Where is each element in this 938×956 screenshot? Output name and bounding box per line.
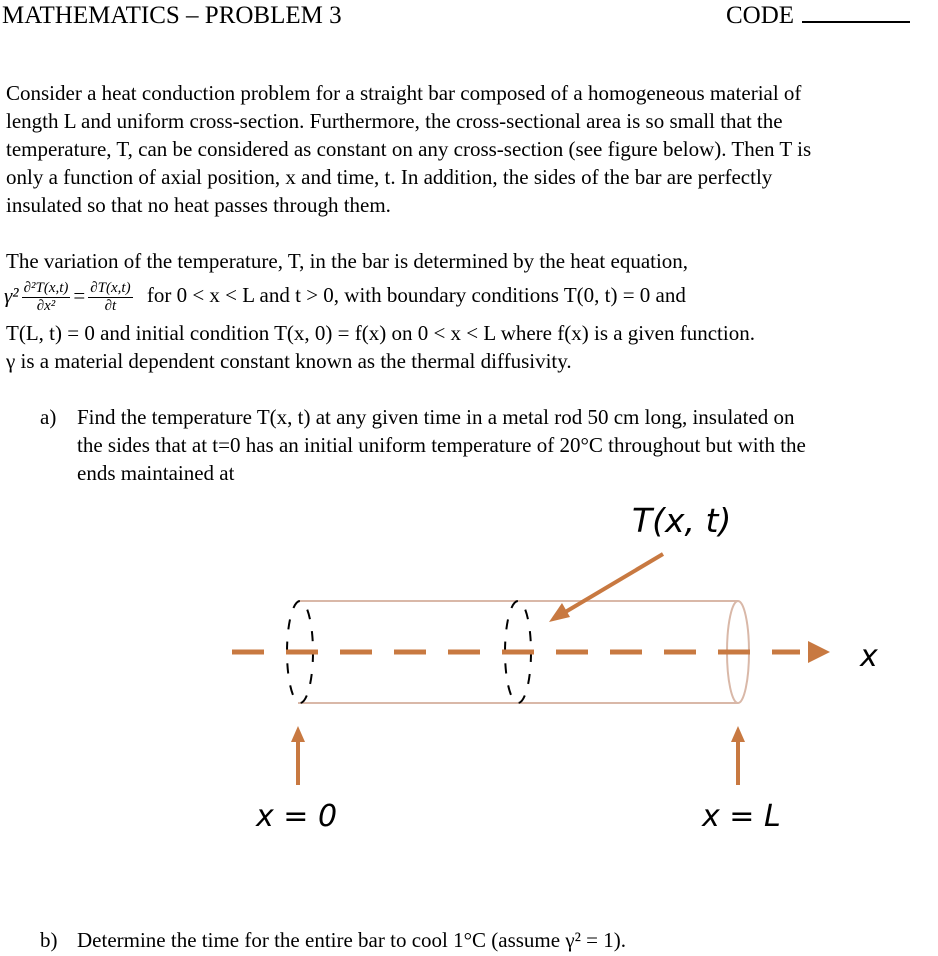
intro-line-1: Consider a heat conduction problem for a straight bar composed of a homogeneous material of [6,81,802,105]
part-b-label: b) [40,928,58,952]
equals-sign: = [73,283,86,308]
axis-arrowhead [808,641,830,663]
pointer-arrowhead [549,603,570,622]
label-axis-x: x [860,639,878,674]
intro-line-3: temperature, T, can be considered as constant on any cross-section (see figure below). Then T is [6,137,812,161]
thermal-diffusivity-line: γ is a material dependent constant known as the thermal diffusivity. [6,349,572,373]
heat-equation-line [4,280,686,315]
label-x-equals-0: x = 0 [256,799,338,834]
rhs-numerator: ∂T(x,t) [90,280,131,296]
pointer-arrow-line [562,554,663,614]
bar-diagram [0,495,938,855]
initial-condition-line: T(L, t) = 0 and initial condition T(x, 0) = f(x) on 0 < x < L where f(x) is a given function. [6,321,755,345]
problem-title: MATHEMATICS – PROBLEM 3 [2,2,342,29]
part-b-text: Determine the time for the entire bar to cool 1°C (assume γ² = 1). [77,928,626,952]
part-a-line-3: ends maintained at [77,461,235,485]
code-field [726,2,910,30]
up-arrow-right-head [731,726,745,742]
label-T-x-t: T(x, t) [632,501,732,540]
equation-intro-line: The variation of the temperature, T, in the bar is determined by the heat equation, [6,249,689,273]
code-blank [802,3,910,23]
code-label: CODE [726,2,795,29]
intro-line-2: length L and uniform cross-section. Furthermore, the cross-sectional area is so small that the [6,109,783,133]
rhs-denominator: ∂t [104,298,117,314]
lhs-numerator: ∂²T(x,t) [23,280,69,296]
lhs-fraction [22,280,71,315]
part-a-line-2: the sides that at t=0 has an initial uniform temperature of 20°C throughout but with the [77,433,806,457]
part-a-line-1: Find the temperature T(x, t) at any given time in a metal rod 50 cm long, insulated on [77,405,795,429]
intro-line-4: only a function of axial position, x and time, t. In addition, the sides of the bar are perfectly [6,165,773,189]
up-arrow-left-head [291,726,305,742]
intro-line-5: insulated so that no heat passes through them. [6,193,391,217]
part-a-label: a) [40,405,57,429]
rhs-fraction [88,280,132,315]
boundary-conditions-text: for 0 < x < L and t > 0, with boundary conditions T(0, t) = 0 and [146,283,686,308]
gamma-squared: γ² [4,283,19,308]
label-x-equals-L: x = L [702,799,781,834]
lhs-denominator: ∂x² [36,298,56,314]
